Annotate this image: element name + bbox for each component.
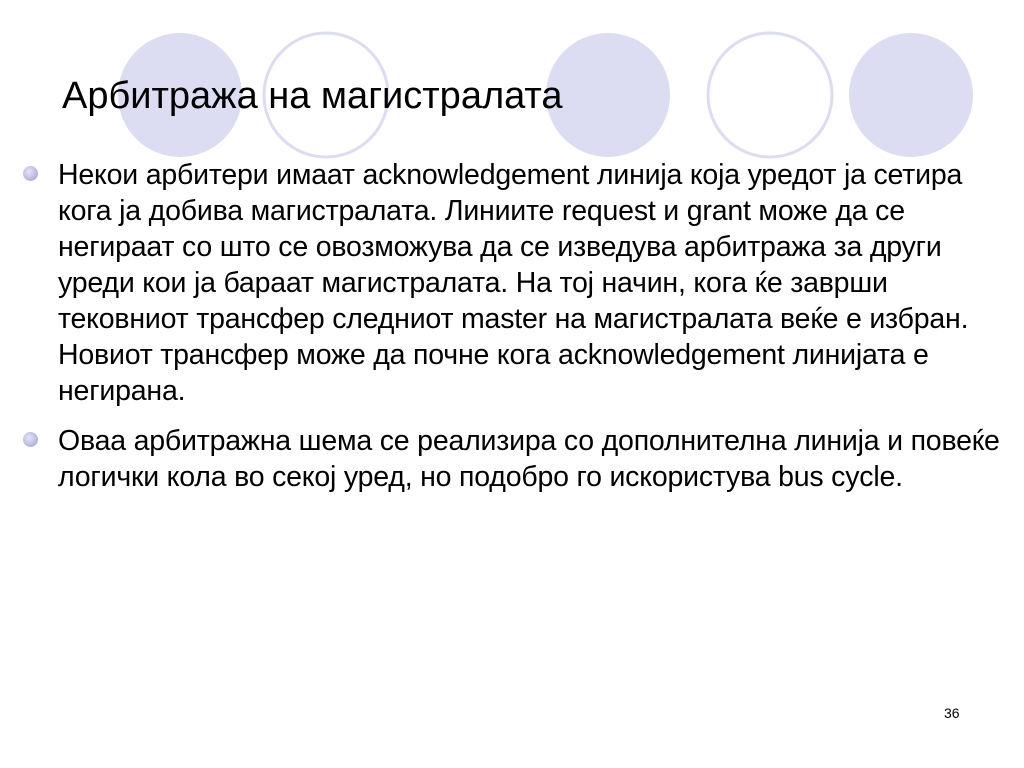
bullet-dot-icon (23, 432, 38, 447)
bullet-dot-icon (23, 166, 38, 181)
bullet-item (22, 423, 1012, 495)
bullet-text: Некои арбитери имаат acknowledgement линија која уредот ја сетира кога ја добива магистралата. Линиите request и grant може да се негираат со што се овозможува да се изведува арбитража за други уреди кои ја бараат магистралата. На тој начин, кога ќе заврши тековниот трансфер следниот master на магистралата веќе е избран. Новиот трансфер може да почне кога acknowledgement линијата е негирана. (58, 159, 969, 407)
slide-title: Арбитража на магистралата (62, 75, 563, 117)
decor-circle-outline-2 (708, 33, 832, 157)
decor-circle-filled-2 (546, 33, 670, 157)
bullet-list (22, 157, 1012, 509)
bullet-item (22, 157, 1012, 409)
decor-circle-filled-3 (849, 33, 973, 157)
bullet-text: Оваа арбитражна шема се реализира со дополнителна линија и повеќе логички кола во секој уред, но подобро го искористува bus cycle. (58, 425, 1000, 493)
page-number: 36 (944, 705, 960, 721)
